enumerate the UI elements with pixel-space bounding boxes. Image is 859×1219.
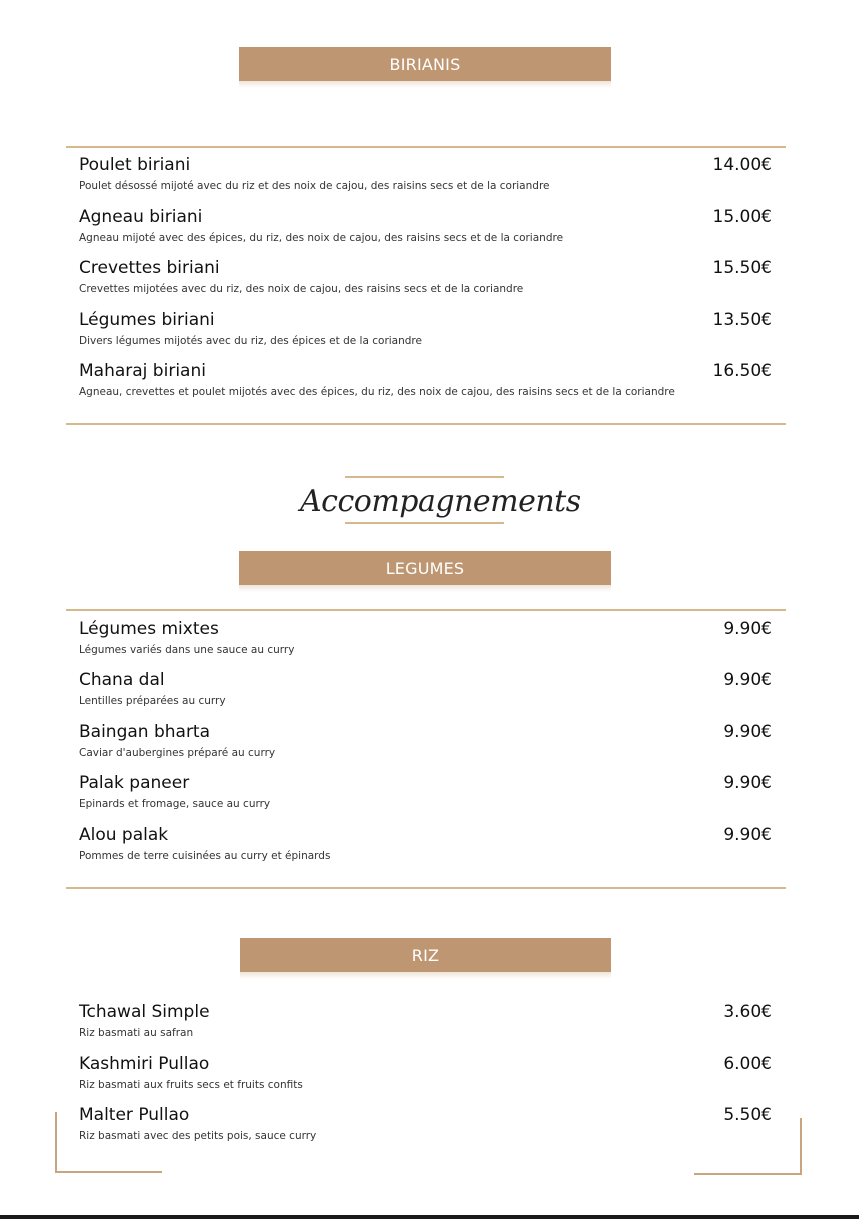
menu-item-name: Palak paneer xyxy=(79,773,190,793)
section-bottom-rule xyxy=(66,887,786,889)
menu-item-description: Poulet désossé mijoté avec du riz et des noix de cajou, des raisins secs et de la coriandre xyxy=(79,180,550,192)
section-banner-legumes xyxy=(239,551,611,585)
section-title-riz: RIZ xyxy=(411,945,440,965)
section-banner-riz xyxy=(240,938,611,972)
menu-item xyxy=(79,207,772,253)
menu-item-price: 9.90€ xyxy=(723,670,772,690)
menu-item-description: Agneau mijoté avec des épices, du riz, des noix de cajou, des raisins secs et de la coriandre xyxy=(79,232,564,244)
menu-item xyxy=(79,722,772,768)
menu-item-description: Lentilles préparées au curry xyxy=(79,695,226,707)
section-title-birianis: BIRIANIS xyxy=(389,54,461,74)
menu-item-description: Divers légumes mijotés avec du riz, des épices et de la coriandre xyxy=(79,335,422,347)
menu-item-price: 5.50€ xyxy=(723,1105,772,1125)
menu-item-name: Poulet biriani xyxy=(79,155,191,175)
menu-item-description: Agneau, crevettes et poulet mijotés avec des épices, du riz, des noix de cajou, des raisins secs et de la coriandre xyxy=(79,386,675,398)
menu-item-description: Crevettes mijotées avec du riz, des noix de cajou, des raisins secs et de la coriandre xyxy=(79,283,524,295)
menu-item-name: Crevettes biriani xyxy=(79,258,220,278)
menu-item-price: 9.90€ xyxy=(723,773,772,793)
menu-item-price: 3.60€ xyxy=(723,1002,772,1022)
section-top-rule xyxy=(66,146,786,148)
menu-item-price: 9.90€ xyxy=(723,825,772,845)
menu-item-price: 14.00€ xyxy=(712,155,772,175)
menu-item xyxy=(79,310,772,356)
menu-item-price: 6.00€ xyxy=(723,1054,772,1074)
section-top-rule xyxy=(66,609,786,611)
menu-item-name: Baingan bharta xyxy=(79,722,211,742)
menu-item xyxy=(79,825,772,871)
menu-item xyxy=(79,619,772,665)
menu-item-price: 15.00€ xyxy=(712,207,772,227)
menu-item-name: Alou palak xyxy=(79,825,169,845)
page-bottom-edge xyxy=(0,1215,859,1219)
menu-item-price: 13.50€ xyxy=(712,310,772,330)
menu-item-description: Riz basmati au safran xyxy=(79,1027,194,1039)
menu-item xyxy=(79,361,772,407)
accompagnements-title: Accompagnements xyxy=(300,484,581,519)
menu-item xyxy=(79,773,772,819)
menu-item xyxy=(79,1054,772,1100)
menu-item xyxy=(79,1105,772,1151)
section-title-legumes: LEGUMES xyxy=(385,558,465,578)
menu-item-description: Riz basmati aux fruits secs et fruits confits xyxy=(79,1079,303,1091)
menu-item-price: 16.50€ xyxy=(712,361,772,381)
menu-item-name: Tchawal Simple xyxy=(79,1002,210,1022)
menu-item-description: Légumes variés dans une sauce au curry xyxy=(79,644,295,656)
menu-item-name: Kashmiri Pullao xyxy=(79,1054,210,1074)
menu-item-description: Epinards et fromage, sauce au curry xyxy=(79,798,271,810)
menu-item-description: Caviar d'aubergines préparé au curry xyxy=(79,747,276,759)
menu-item xyxy=(79,670,772,716)
menu-item-name: Agneau biriani xyxy=(79,207,203,227)
menu-item-name: Chana dal xyxy=(79,670,165,690)
menu-item-price: 15.50€ xyxy=(712,258,772,278)
menu-item-description: Riz basmati avec des petits pois, sauce curry xyxy=(79,1130,317,1142)
menu-item xyxy=(79,155,772,201)
menu-item-name: Légumes mixtes xyxy=(79,619,219,639)
title-bottom-rule xyxy=(345,522,504,524)
section-bottom-rule xyxy=(66,423,786,425)
menu-item xyxy=(79,258,772,304)
menu-item xyxy=(79,1002,772,1048)
bottom-right-corner-ornament xyxy=(694,1118,802,1175)
title-top-rule xyxy=(345,476,504,478)
section-banner-birianis xyxy=(239,47,611,81)
menu-item-name: Légumes biriani xyxy=(79,310,215,330)
menu-item-name: Maharaj biriani xyxy=(79,361,206,381)
bottom-left-corner-ornament xyxy=(55,1112,162,1173)
menu-item-price: 9.90€ xyxy=(723,619,772,639)
menu-item-description: Pommes de terre cuisinées au curry et épinards xyxy=(79,850,331,862)
menu-item-price: 9.90€ xyxy=(723,722,772,742)
menu-item-name: Malter Pullao xyxy=(79,1105,190,1125)
